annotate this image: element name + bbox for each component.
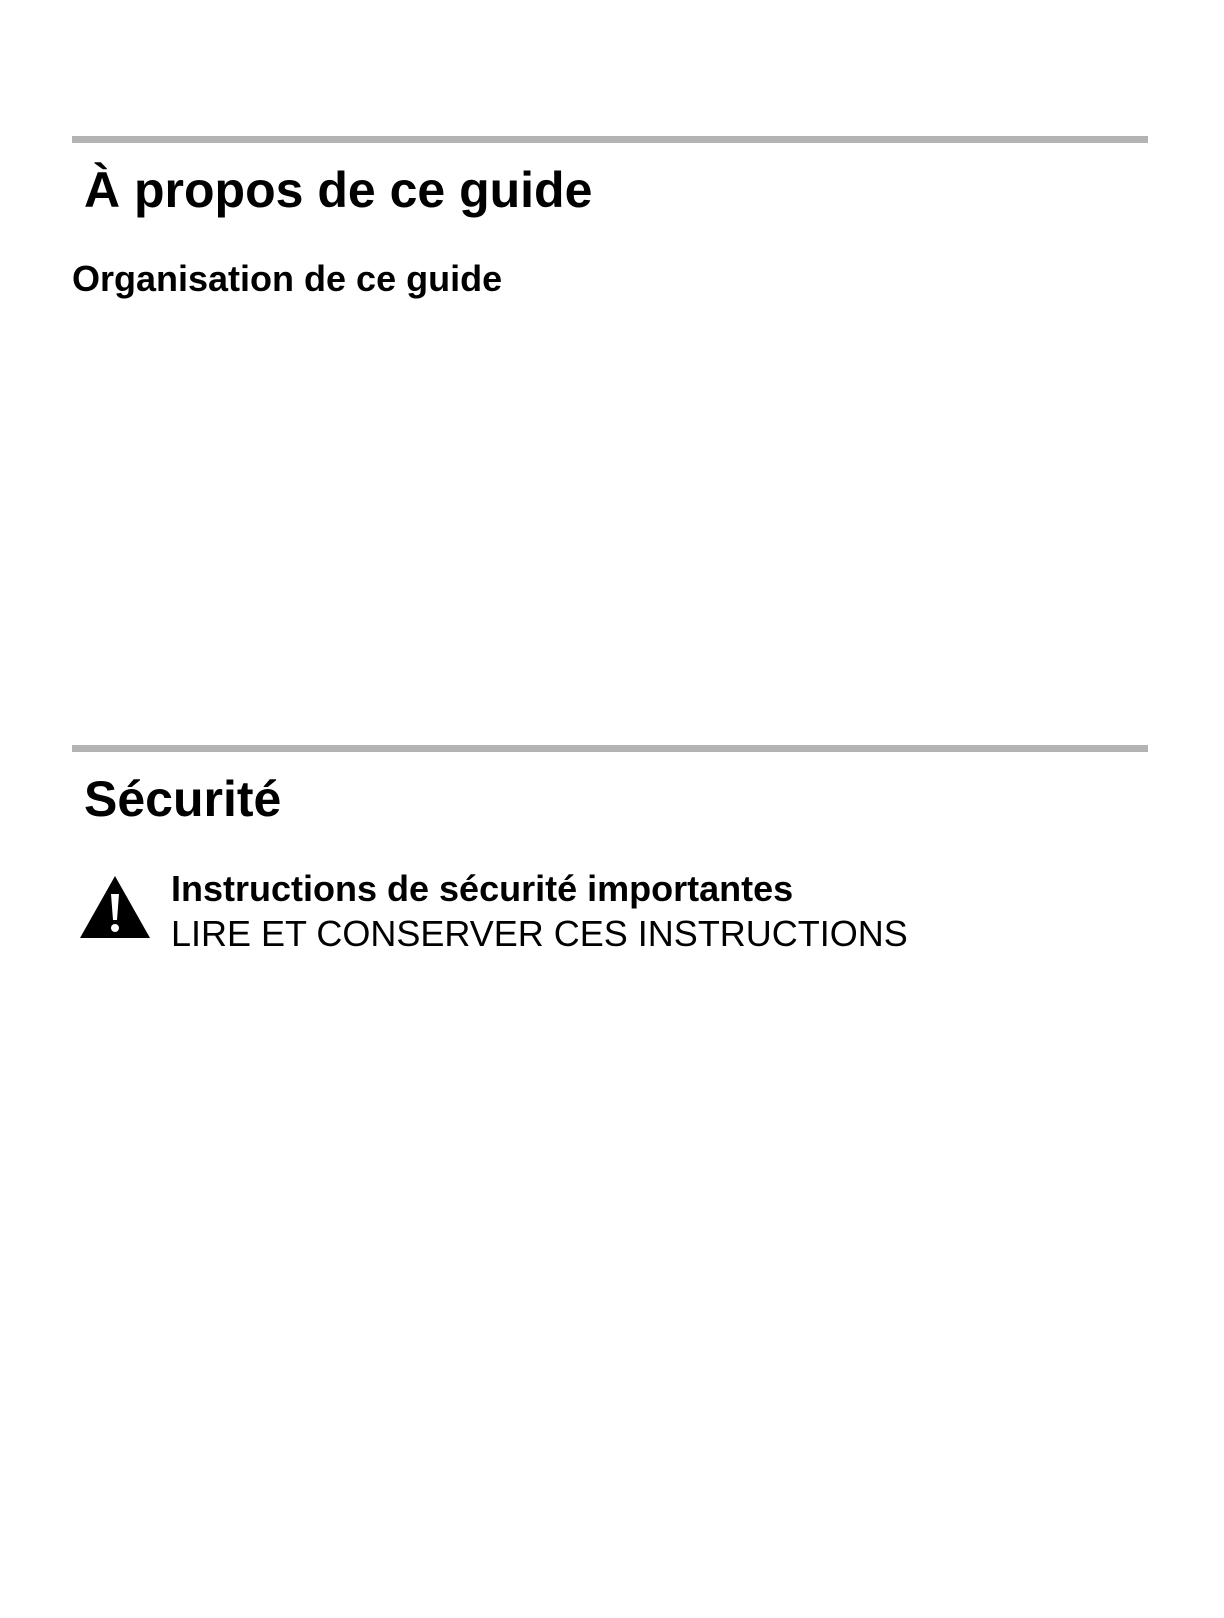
page-title-about: À propos de ce guide [84, 162, 593, 218]
safety-warning-heading: Instructions de sécurité importantes [171, 868, 794, 909]
safety-warning-subheading: LIRE ET CONSERVER CES INSTRUCTIONS [171, 913, 908, 954]
section-divider-safety [72, 745, 1148, 752]
warning-triangle-icon [78, 874, 152, 940]
page-title-safety: Sécurité [84, 771, 282, 827]
section-divider-about [72, 136, 1148, 143]
safety-warning-block [171, 866, 908, 956]
section-heading-organisation: Organisation de ce guide [72, 258, 503, 299]
